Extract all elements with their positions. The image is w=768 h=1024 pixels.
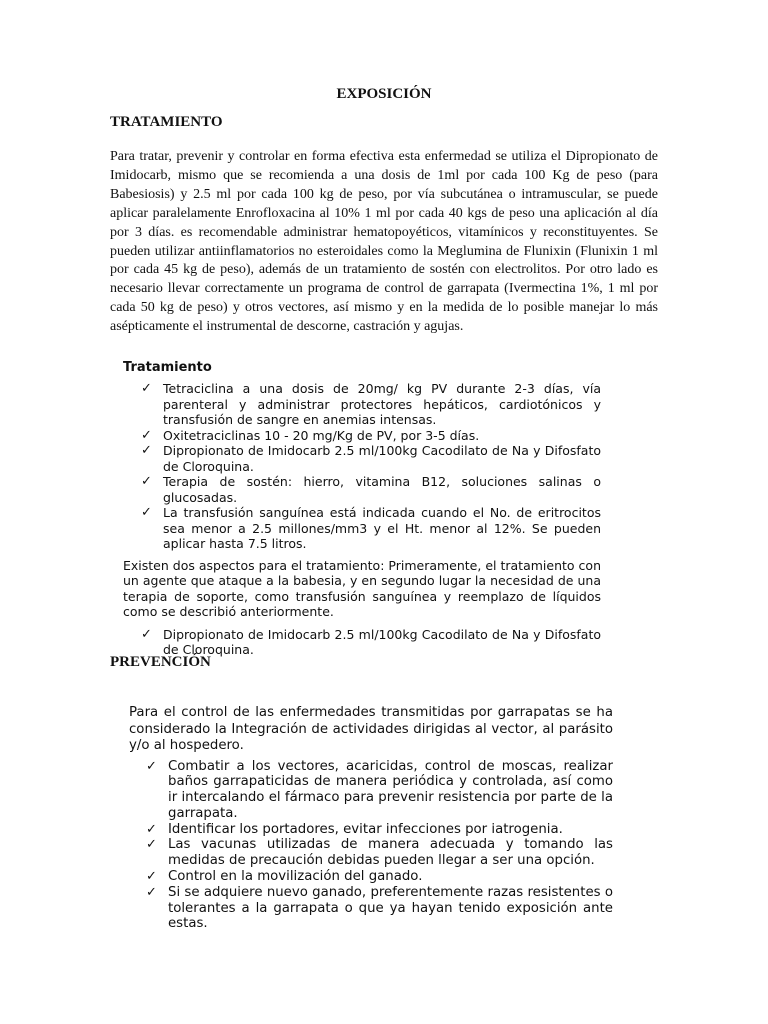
list-item-text: Las vacunas utilizadas de manera adecuada y tomando las medidas de precaución debidas pueden llegar a ser una opción. bbox=[168, 837, 613, 869]
checkmark-icon: ✓ bbox=[141, 381, 152, 396]
checkmark-icon: ✓ bbox=[141, 443, 152, 458]
list-item-text: Dipropionato de Imidocarb 2.5 ml/100kg Cacodilato de Na y Difosfato de Cloroquina. bbox=[163, 443, 601, 474]
list-item-text: Combatir a los vectores, acaricidas, control de moscas, realizar baños garrapaticidas de manera periódica y controlada, así como ir intercalando el fármaco para prevenir resistencia por parte de la garrapata. bbox=[168, 758, 613, 821]
checkmark-icon: ✓ bbox=[146, 884, 157, 900]
aspectos-list bbox=[141, 627, 601, 658]
list-item-text: Identificar los portadores, evitar infecciones por iatrogenia. bbox=[168, 821, 563, 837]
checkmark-icon: ✓ bbox=[141, 505, 152, 520]
checkmark-icon: ✓ bbox=[141, 626, 152, 642]
prevencion-heading: PREVENCIÓN bbox=[110, 654, 211, 670]
intro-paragraph: Para tratar, prevenir y controlar en forma efectiva esta enfermedad se utiliza el Dipropionato de Imidocarb, mismo que se recomienda a una dosis de 1ml por cada 100 Kg de peso (para Babesiosis) y 2.5 ml por cada 100 kg de peso, por vía subcutánea o intramuscular, se puede aplicar paralelamente Enrofloxacina al 10% 1 ml por cada 40 kgs de peso una aplicación al día por 3 días. es recomendable administrar hematopoyéticos, vitamínicos y reconstituyentes. Se pueden utilizar antiinflamatorios no esteroidales como la Meglumina de Flunixin (Flunixin 1 ml por cada 45 kg de peso), además de un tratamiento de sostén con electrolitos. Por otro lado es necesario llevar correctamente un programa de control de garrapata (Ivermectina 1%, 1 ml por cada 50 kg de peso) y otros vectores, así mismo y en la medida de lo posible manejar lo más asépticamente el instrumental de descorne, castración y agujas. bbox=[110, 149, 658, 335]
checkmark-icon: ✓ bbox=[146, 869, 157, 885]
list-item-text: Oxitetraciclinas 10 - 20 mg/Kg de PV, por 3-5 días. bbox=[163, 427, 480, 443]
list-item bbox=[141, 505, 601, 552]
prevencion-paragraph: Para el control de las enfermedades transmitidas por garrapatas se ha considerado la Integración de actividades dirigidas al vector, al parásito y/o al hospedero. bbox=[129, 705, 613, 753]
prevencion-list bbox=[146, 759, 613, 933]
list-item-text: Dipropionato de Imidocarb 2.5 ml/100kg Cacodilato de Na y Difosfato de Cloroquina. bbox=[163, 626, 601, 657]
list-item-text: Control en la movilización del ganado. bbox=[168, 869, 423, 885]
list-item bbox=[141, 428, 601, 444]
document-title: EXPOSICIÓN bbox=[336, 86, 432, 102]
list-item bbox=[141, 627, 601, 658]
checkmark-icon: ✓ bbox=[146, 821, 157, 837]
list-item bbox=[146, 869, 613, 885]
list-item bbox=[146, 837, 613, 869]
list-item-text: Tetraciclina a una dosis de 20mg/ kg PV durante 2-3 días, vía parenteral y administrar protectores hepáticos, cardiotónicos y transfusión de sangre en anemias intensas. bbox=[163, 381, 601, 427]
list-item bbox=[141, 474, 601, 505]
list-item bbox=[146, 759, 613, 822]
tratamiento-list bbox=[141, 381, 601, 552]
checkmark-icon: ✓ bbox=[141, 474, 152, 489]
list-item bbox=[146, 822, 613, 838]
checkmark-icon: ✓ bbox=[146, 758, 157, 774]
list-item-text: La transfusión sanguínea está indicada cuando el No. de eritrocitos sea menor a 2.5 millones/mm3 y el Ht. menor al 12%. Se pueden aplicar hasta 7.5 litros. bbox=[163, 505, 601, 551]
tratamiento-heading: TRATAMIENTO bbox=[110, 114, 223, 130]
aspectos-paragraph: Existen dos aspectos para el tratamiento: Primeramente, el tratamiento con un agente que ataque a la babesia, y en segundo lugar la necesidad de una terapia de soporte, como transfusión sanguínea y reemplazo de líquidos como se describió anteriormente. bbox=[123, 557, 601, 619]
checkmark-icon: ✓ bbox=[141, 427, 152, 443]
list-item-text: Terapia de sostén: hierro, vitamina B12, soluciones salinas o glucosadas. bbox=[163, 474, 601, 505]
list-item bbox=[141, 381, 601, 428]
list-item-text: Si se adquiere nuevo ganado, preferentemente razas resistentes o tolerantes a la garrapata o que ya hayan tenido exposición ante estas. bbox=[168, 884, 613, 932]
tratamiento-subheading: Tratamiento bbox=[123, 360, 212, 375]
tratamiento-section bbox=[123, 360, 601, 658]
prevencion-section bbox=[129, 705, 613, 932]
checkmark-icon: ✓ bbox=[146, 837, 157, 853]
list-item bbox=[146, 885, 613, 932]
list-item bbox=[141, 443, 601, 474]
